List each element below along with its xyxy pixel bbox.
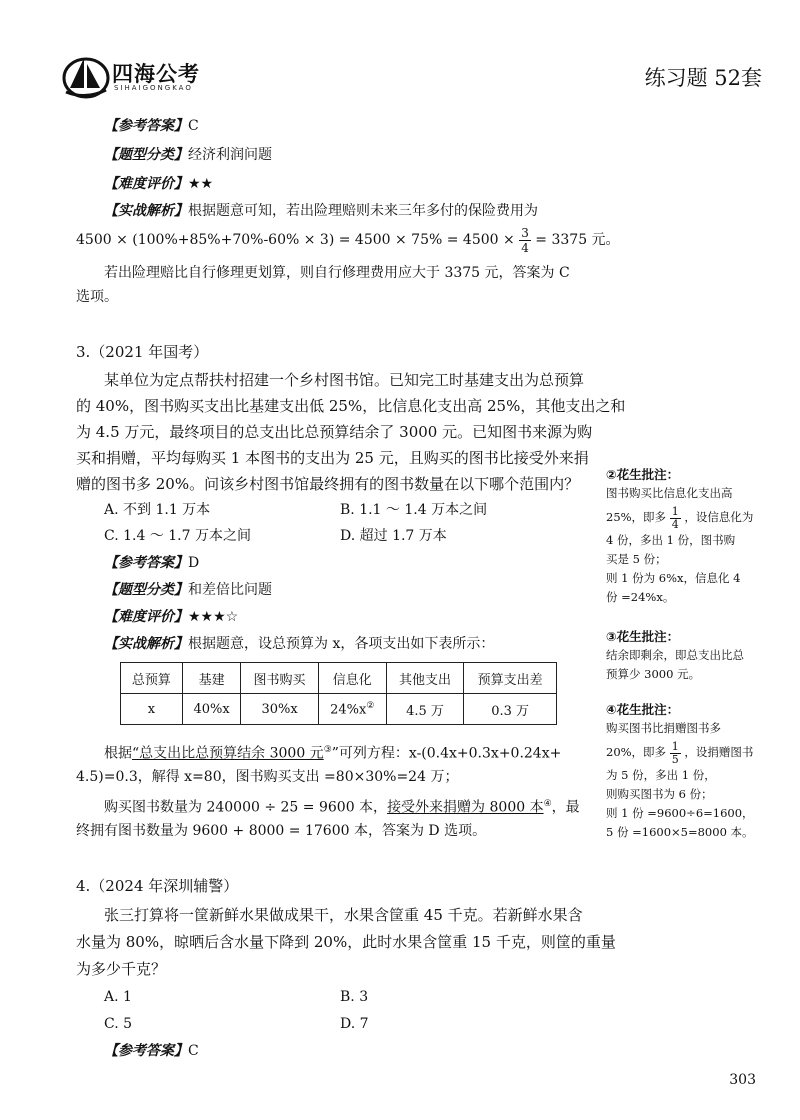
answer-value: C bbox=[188, 1043, 199, 1059]
side-note-line: 图书购买比信息化支出高 bbox=[606, 486, 733, 500]
side-note-text: 25%，即多 bbox=[606, 510, 667, 524]
table-header-cell: 信息化 bbox=[318, 663, 386, 694]
q3-equation-line-3 bbox=[104, 794, 580, 818]
q4-number: 4.（2024 年深圳辅警） bbox=[76, 877, 239, 895]
side-note-line: 则 1 份为 6%x，信息化 4 bbox=[606, 571, 741, 585]
q3-stem-3: 为 4.5 万元，最终项目的总支出比总预算结余了 3000 元。已知图书来源为购 bbox=[76, 423, 593, 441]
side-note-title: ③花生批注： bbox=[606, 629, 680, 644]
q3-type-line bbox=[104, 580, 272, 600]
logo bbox=[62, 52, 232, 102]
q3-equation-line-2: 4.5)=0.3，解得 x=80，图书购买支出 =80×30%=24 万； bbox=[76, 769, 459, 785]
q2-difficulty-line bbox=[104, 174, 213, 194]
difficulty-stars: ★★ bbox=[188, 176, 214, 192]
q2-answer-line bbox=[104, 116, 199, 136]
q3-option-d: D. 超过 1.7 万本 bbox=[340, 528, 447, 544]
table-cell-with-footnote bbox=[318, 694, 386, 725]
side-note-line: 则购买图书为 6 份； bbox=[606, 787, 713, 801]
q2-analysis-line-4: 选项。 bbox=[76, 289, 118, 305]
type-value: 和差倍比问题 bbox=[188, 582, 272, 598]
formula-result: = 3375 元。 bbox=[535, 232, 620, 248]
table-header-cell: 预算支出差 bbox=[464, 663, 557, 694]
side-note-text: ，设信息化为 bbox=[684, 510, 754, 524]
type-value: 经济利润问题 bbox=[188, 147, 272, 163]
logo-text: 四海公考 bbox=[112, 62, 200, 86]
table-header-cell: 其他支出 bbox=[386, 663, 463, 694]
side-note-text: ，设捐赠图书 bbox=[684, 745, 754, 759]
q4-answer-line bbox=[104, 1041, 199, 1061]
table-cell: 4.5 万 bbox=[386, 694, 463, 725]
table-cell: 30%x bbox=[241, 694, 318, 725]
analysis-text: 根据题意可知，若出险理赔则未来三年多付的保险费用为 bbox=[188, 203, 538, 219]
analysis-text: 根据题意，设总预算为 x，各项支出如下表所示： bbox=[188, 636, 495, 652]
page-number: 303 bbox=[729, 1072, 756, 1088]
q4-stem-2: 水量为 80%，晾晒后含水量下降到 20%，此时水果含筐重 15 千克，则筐的重量 bbox=[76, 933, 616, 951]
side-note-line: 预算少 3000 元。 bbox=[606, 667, 701, 681]
q4-option-c: C. 5 bbox=[104, 1016, 133, 1032]
difficulty-label: 【难度评价】 bbox=[104, 609, 188, 625]
type-label: 【题型分类】 bbox=[104, 582, 188, 598]
q3-stem-4: 买和捐赠，平均每购买 1 本图书的支出为 25 元，且购买的图书比接受外来捐 bbox=[76, 449, 589, 467]
side-note-title: ②花生批注： bbox=[606, 467, 680, 482]
q3-stem-1: 某单位为定点帮扶村招建一个乡村图书馆。已知完工时基建支出为总预算 bbox=[104, 371, 585, 389]
fraction bbox=[519, 226, 531, 255]
q3-analysis-line bbox=[104, 634, 494, 654]
fraction-denominator: 4 bbox=[521, 240, 529, 255]
q2-analysis-formula bbox=[76, 222, 620, 258]
q3-equation-line-1 bbox=[104, 740, 561, 764]
fraction-numerator: 1 bbox=[671, 739, 679, 753]
footnote-mark: ③ bbox=[323, 745, 332, 755]
fraction bbox=[670, 741, 681, 766]
side-note-line: 为 5 份，多出 1 份， bbox=[606, 768, 716, 782]
table-header-cell: 总预算 bbox=[121, 663, 183, 694]
side-note-line: 4 份，多出 1 份，图书购 bbox=[606, 533, 736, 547]
q3-stem-5: 赠的图书多 20%。问该乡村图书馆最终拥有的图书数量在以下哪个范围内？ bbox=[76, 475, 580, 493]
q3-number: 3.（2021 年国考） bbox=[76, 343, 209, 361]
table-cell: 0.3 万 bbox=[464, 694, 557, 725]
table-cell: x bbox=[121, 694, 183, 725]
side-note-text: 20%，即多 bbox=[606, 745, 667, 759]
footnote-mark: ② bbox=[366, 700, 375, 711]
underlined-text: 接受外来捐赠为 8000 本 bbox=[387, 799, 544, 816]
fraction bbox=[670, 506, 681, 531]
difficulty-label: 【难度评价】 bbox=[104, 176, 188, 192]
fraction-denominator: 4 bbox=[671, 517, 679, 531]
table-header-cell: 图书购买 bbox=[241, 663, 318, 694]
type-label: 【题型分类】 bbox=[104, 147, 188, 163]
q3-answer-line bbox=[104, 553, 199, 573]
side-note-line bbox=[606, 503, 753, 531]
equation-text: 根据 bbox=[104, 745, 132, 762]
footnote-mark: ④ bbox=[543, 799, 552, 809]
q3-option-b: B. 1.1 ～ 1.4 万本之间 bbox=[340, 502, 488, 518]
logo-subtext: SIHAIGONGKAO bbox=[114, 84, 193, 92]
q3-option-a: A. 不到 1.1 万本 bbox=[104, 502, 211, 518]
side-note-line: 购买图书比捐赠图书多 bbox=[606, 721, 721, 735]
equation-text: ，最 bbox=[551, 799, 580, 816]
analysis-label: 【实战解析】 bbox=[104, 636, 188, 652]
set-title: 练习题 52套 bbox=[644, 66, 762, 90]
answer-value: C bbox=[188, 118, 199, 134]
side-note-2 bbox=[606, 465, 753, 607]
fraction-numerator: 3 bbox=[521, 225, 529, 240]
table-header-row bbox=[121, 663, 557, 694]
answer-label: 【参考答案】 bbox=[104, 555, 188, 571]
side-note-line: 5 份 =1600×5=8000 本。 bbox=[606, 825, 754, 839]
side-note-line: 则 1 份 =9600÷6=1600， bbox=[606, 806, 754, 820]
q2-type-line bbox=[104, 145, 272, 165]
q3-difficulty-line bbox=[104, 607, 238, 627]
q4-option-a: A. 1 bbox=[104, 989, 132, 1005]
q3-equation-line-4: 终拥有图书数量为 9600 + 8000 = 17600 本，答案为 D 选项。 bbox=[76, 823, 487, 839]
answer-label: 【参考答案】 bbox=[104, 118, 188, 134]
side-note-4 bbox=[606, 700, 754, 842]
table-cell: 40%x bbox=[182, 694, 241, 725]
expense-table bbox=[120, 662, 557, 725]
table-header-cell: 基建 bbox=[182, 663, 241, 694]
formula-text: 4500 × (100%+85%+70%-60% × 3) = 4500 × 75% = 4500 × bbox=[76, 232, 515, 248]
table-cell-value: 24%x bbox=[330, 702, 367, 718]
q3-stem-2: 的 40%，图书购买支出比基建支出低 25%，比信息化支出高 25%，其他支出之和 bbox=[76, 397, 626, 415]
sailboat-logo-icon bbox=[62, 52, 110, 100]
fraction-denominator: 5 bbox=[671, 752, 679, 766]
side-note-line: 份 =24%x。 bbox=[606, 590, 675, 604]
quoted-condition: “总支出比总预算结余 3000 元 bbox=[132, 745, 324, 762]
q3-option-c: C. 1.4 ～ 1.7 万本之间 bbox=[104, 528, 251, 544]
side-note-3 bbox=[606, 627, 744, 684]
q2-analysis-line-3: 若出险理赔比自行修理更划算，则自行修理费用应大于 3375 元，答案为 C bbox=[104, 265, 570, 281]
equation-text: 购买图书数量为 240000 ÷ 25 = 9600 本， bbox=[104, 799, 388, 816]
answer-label: 【参考答案】 bbox=[104, 1043, 188, 1059]
difficulty-stars: ★★★☆ bbox=[188, 609, 239, 625]
analysis-label: 【实战解析】 bbox=[104, 203, 188, 219]
q4-option-b: B. 3 bbox=[340, 989, 369, 1005]
fraction-numerator: 1 bbox=[671, 504, 679, 518]
side-note-line: 结余即剩余，即总支出比总 bbox=[606, 648, 744, 662]
equation-text: ”可列方程：x-(0.4x+0.3x+0.24x+ bbox=[331, 745, 562, 762]
q4-stem-1: 张三打算将一筐新鲜水果做成果干，水果含筐重 45 千克。若新鲜水果含 bbox=[104, 906, 583, 924]
side-note-line bbox=[606, 738, 754, 766]
side-note-title: ④花生批注： bbox=[606, 702, 680, 717]
q2-analysis-line-1 bbox=[104, 201, 538, 221]
side-note-line: 买是 5 份； bbox=[606, 552, 667, 566]
q4-stem-3: 为多少千克？ bbox=[76, 960, 167, 978]
answer-value: D bbox=[188, 555, 200, 571]
q4-option-d: D. 7 bbox=[340, 1016, 369, 1032]
table-row bbox=[121, 694, 557, 725]
